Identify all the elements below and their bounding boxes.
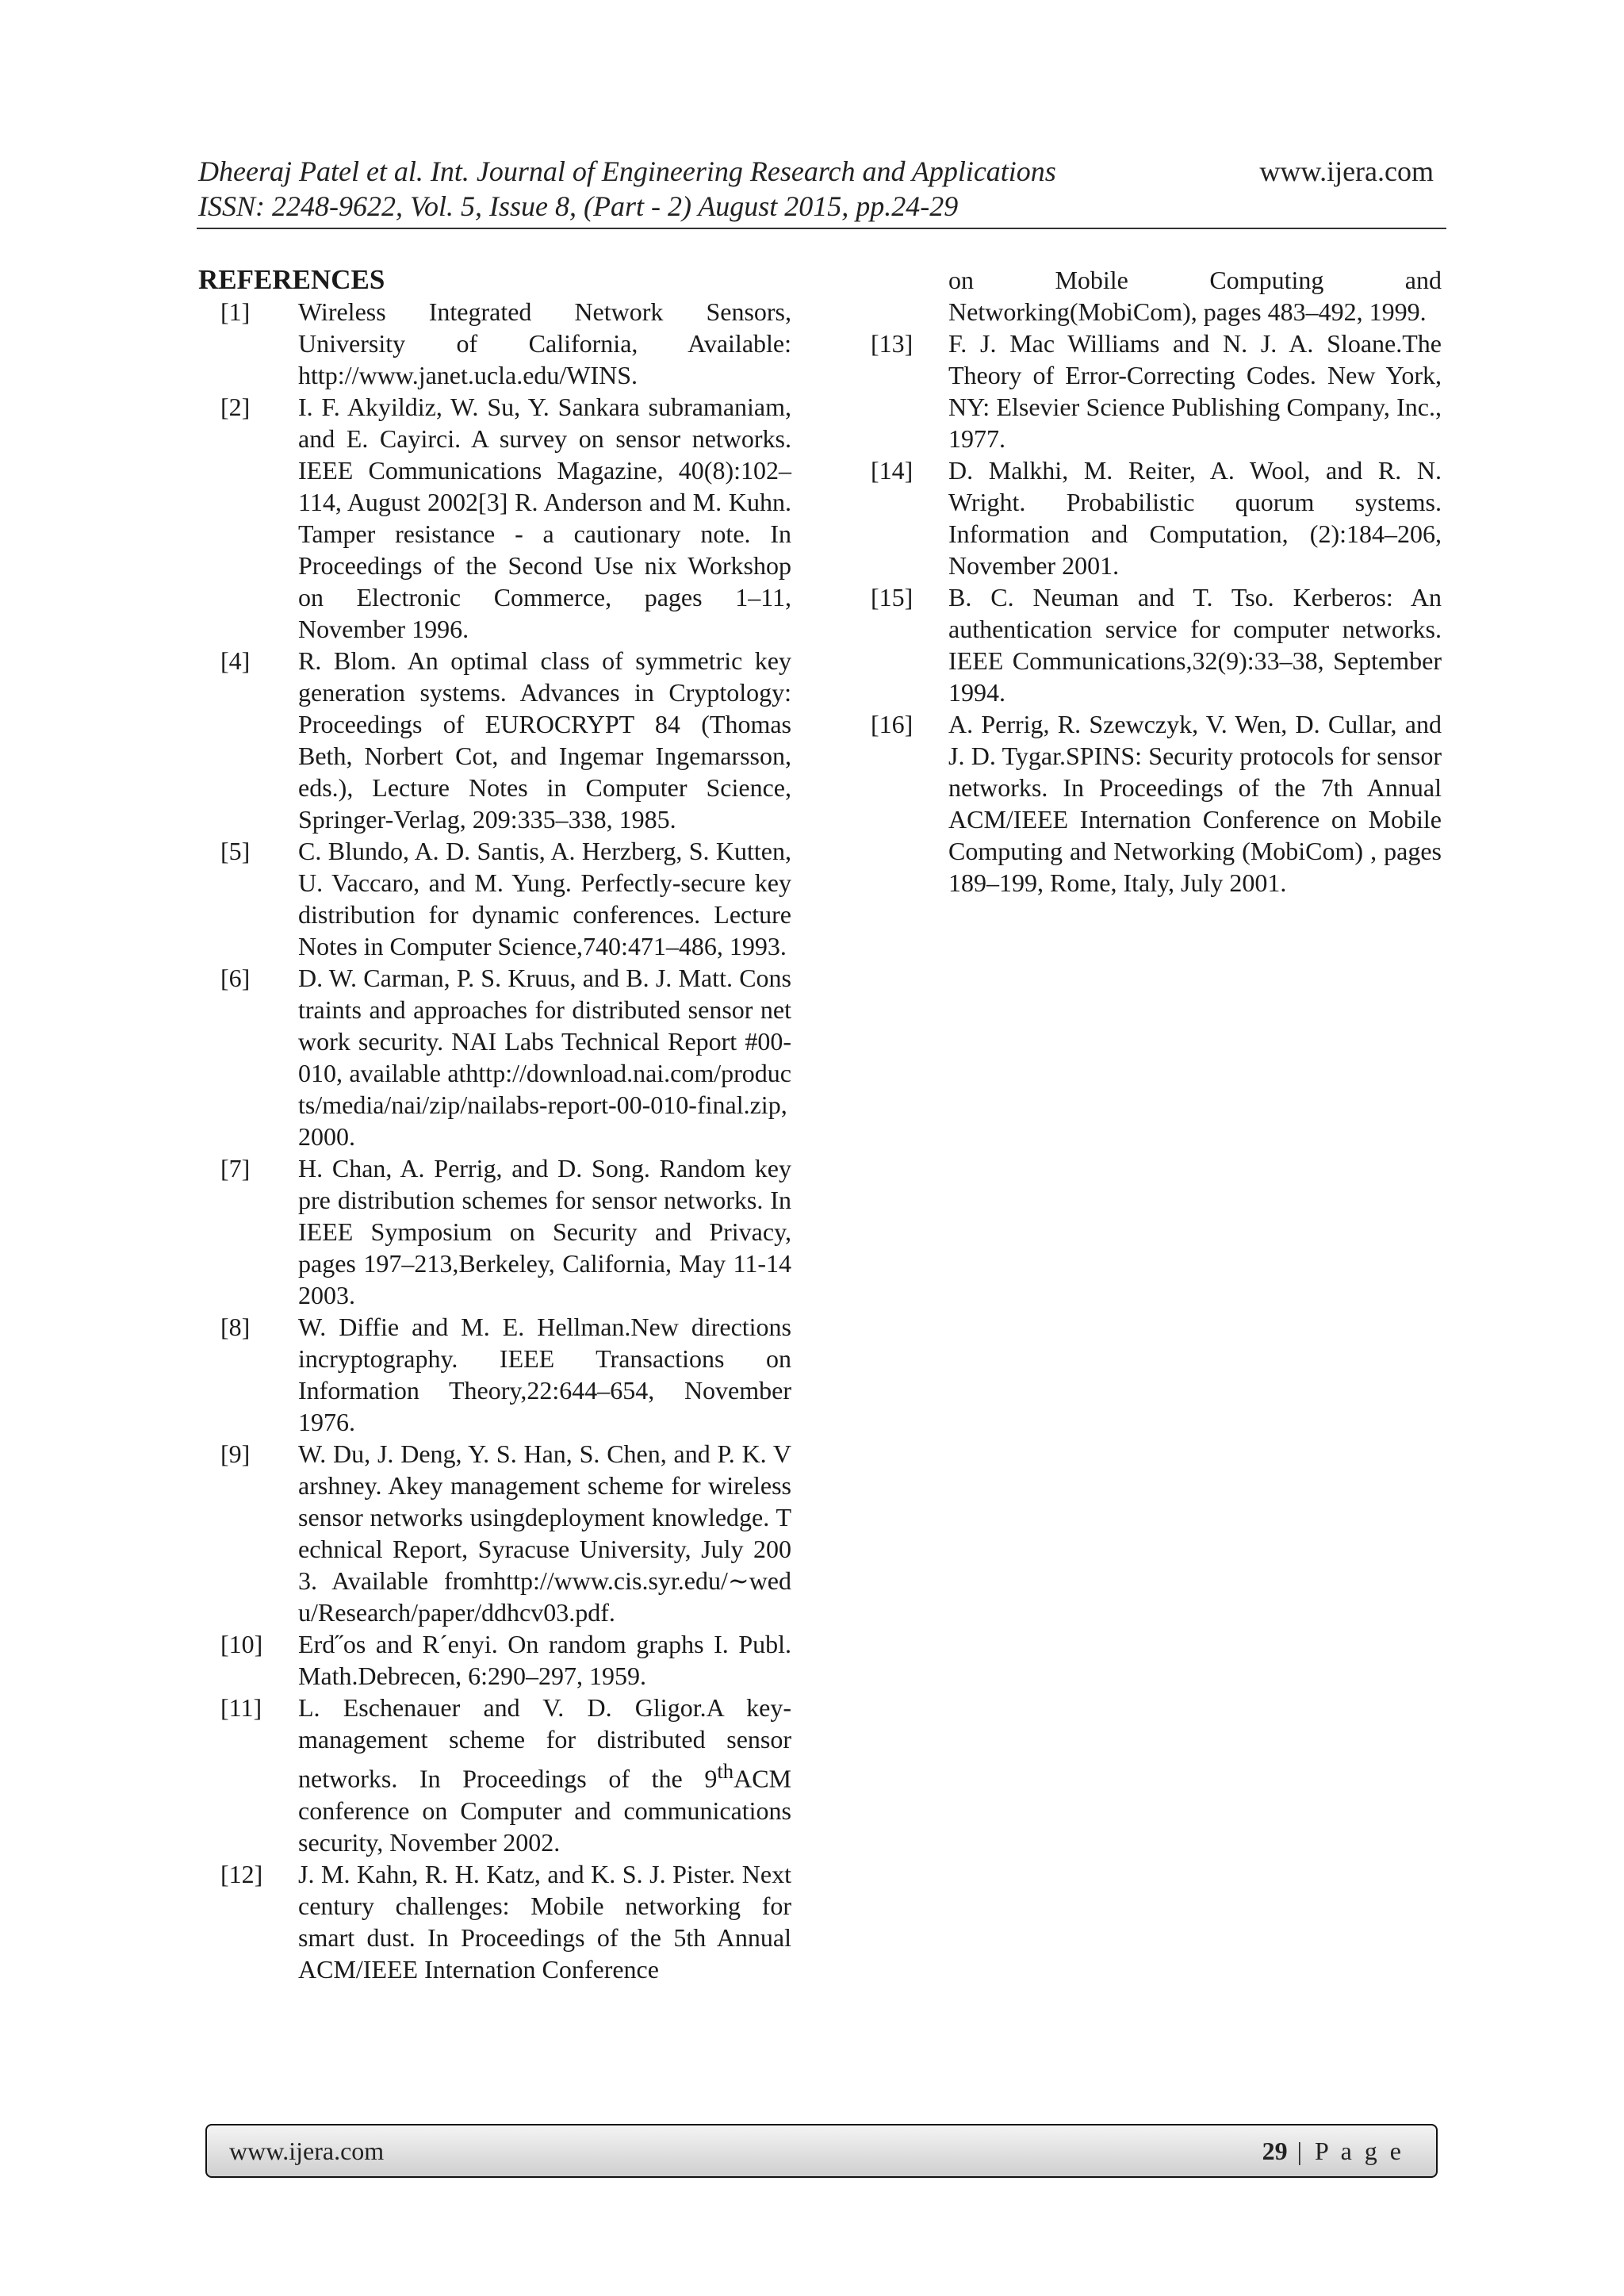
reference-number: [16]	[871, 710, 914, 738]
reference-text: D. W. Carman, P. S. Kruus, and B. J. Matt. Constraints and approaches for distributed sensor network security. NAI Labs Technical Report #00-010, available athttp://download.nai.com/products/media/nai/zip/nailabs-report-00-010-final.zip,2000.	[298, 964, 791, 1151]
reference-text: H. Chan, A. Perrig, and D. Song. Random key pre distribution schemes for sensor networks. In IEEE Symposium on Security and Privacy, pages 197–213,Berkeley, California, May 11-14 2003.	[298, 1154, 791, 1309]
reference-item	[198, 1628, 791, 1692]
reference-text-part: ACM conference on Computer and communications security, November 2002.	[298, 1764, 791, 1857]
footer-site-link[interactable]: www.ijera.com	[229, 2137, 385, 2165]
reference-text: I. F. Akyildiz, W. Su, Y. Sankara subramaniam, and E. Cayirci. A survey on sensor networks. IEEE Communications Magazine, 40(8):102–114, August 2002[3] R. Anderson and M. Kuhn. Tamper resistance - a cautionary note. In Proceedings of the Second Use nix Workshop on Electronic Commerce, pages 1–11, November 1996.	[298, 393, 791, 643]
header-divider	[197, 228, 1446, 229]
reference-text: J. M. Kahn, R. H. Katz, and K. S. J. Pister. Next century challenges: Mobile networking for smart dust. In Proceedings of the 5th Annual ACM/IEEE Internation Conference	[298, 1859, 791, 1984]
references-column-left	[198, 264, 791, 1985]
reference-item	[198, 391, 791, 645]
reference-text: W. Diffie and M. E. Hellman.New directions incryptography. IEEE Transactions on Information Theory,22:644–654, November 1976.	[298, 1313, 791, 1436]
reference-number: [9]	[220, 1439, 251, 1468]
reference-text: W. Du, J. Deng, Y. S. Han, S. Chen, and P. K. Varshney. Akey management scheme for wireless sensor networks usingdeployment knowledge. Technical Report, Syracuse University, July 2003. Available fromhttp://www.cis.syr.edu/∼wedu/Research/paper/ddhcv03.pdf.	[298, 1439, 791, 1627]
reference-text: C. Blundo, A. D. Santis, A. Herzberg, S. Kutten, U. Vaccaro, and M. Yung. Perfectly-secure key distribution for dynamic conferences. Lecture Notes in Computer Science,740:471–486, 1993.	[298, 837, 791, 960]
reference-text-part: L. Eschenauer and V. D. Gligor.A key-management scheme for distributed sensor networks. In Proceedings of the 9	[298, 1693, 791, 1793]
reference-text: Erd˝os and R´enyi. On random graphs I. Publ. Math.Debrecen, 6:290–297, 1959.	[298, 1630, 791, 1690]
journal-citation-line: Dheeraj Patel et al. Int. Journal of Engineering Research and Applications	[198, 155, 1056, 187]
reference-number: [6]	[220, 964, 251, 992]
page-label: | P a g e	[1287, 2137, 1404, 2165]
reference-number: [13]	[871, 329, 914, 358]
reference-number: [2]	[220, 393, 251, 421]
reference-number: [11]	[220, 1693, 262, 1722]
reference-text: D. Malkhi, M. Reiter, A. Wool, and R. N. Wright. Probabilistic quorum systems. Information and Computation, (2):184–206, November 2001.	[948, 456, 1442, 580]
page-indicator	[1262, 2137, 1404, 2166]
reference-item	[198, 1438, 791, 1628]
reference-text	[298, 1692, 791, 1858]
reference-item	[841, 708, 1442, 899]
reference-text: B. C. Neuman and T. Tso. Kerberos: An authentication service for computer networks. IEEE Communications,32(9):33–38, September 1994.	[948, 583, 1442, 707]
reference-number: [8]	[220, 1313, 251, 1341]
page-number: 29	[1262, 2137, 1288, 2165]
reference-item	[198, 835, 791, 962]
reference-number: [5]	[220, 837, 251, 865]
reference-item	[198, 296, 791, 391]
reference-text: R. Blom. An optimal class of symmetric key generation systems. Advances in Cryptology: Proceedings of EUROCRYPT 84 (Thomas Beth, Norbert Cot, and Ingemar Ingemarsson, eds.), Lecture Notes in Computer Science, Springer-Verlag, 209:335–338, 1985.	[298, 646, 791, 834]
reference-item	[198, 962, 791, 1152]
reference-item	[841, 581, 1442, 708]
page-footer	[205, 2124, 1438, 2178]
reference-continuation: on Mobile Computing and Networking(MobiCom), pages 483–492, 1999.	[948, 266, 1442, 326]
reference-number: [1]	[220, 297, 251, 326]
reference-number: [7]	[220, 1154, 251, 1182]
reference-number: [14]	[871, 456, 914, 485]
reference-item	[841, 454, 1442, 581]
header-site-link[interactable]: www.ijera.com	[1259, 155, 1434, 187]
reference-text: Wireless Integrated Network Sensors, University of California, Available: http://www.janet.ucla.edu/WINS.	[298, 297, 791, 389]
reference-number: [15]	[871, 583, 914, 611]
superscript-ordinal: th	[717, 1759, 734, 1783]
reference-item	[841, 328, 1442, 454]
references-heading: REFERENCES	[198, 264, 385, 295]
references-column-right	[841, 264, 1442, 899]
reference-number: [12]	[220, 1859, 263, 1888]
reference-item	[198, 1311, 791, 1438]
reference-item	[198, 1692, 791, 1858]
reference-number: [4]	[220, 646, 251, 675]
reference-number: [10]	[220, 1630, 263, 1658]
journal-header	[198, 154, 1056, 224]
reference-item	[198, 1152, 791, 1311]
reference-item	[198, 1858, 791, 1985]
reference-text: F. J. Mac Williams and N. J. A. Sloane.The Theory of Error-Correcting Codes. New York, NY: Elsevier Science Publishing Company, Inc., 1977.	[948, 329, 1442, 453]
issn-line: ISSN: 2248-9622, Vol. 5, Issue 8, (Part - 2) August 2015, pp.24-29	[198, 190, 959, 222]
reference-item	[198, 645, 791, 835]
reference-text: A. Perrig, R. Szewczyk, V. Wen, D. Cullar, and J. D. Tygar.SPINS: Security protocols for sensor networks. In Proceedings of the 7th Annual ACM/IEEE Internation Conference on Mobile Computing and Networking (MobiCom) , pages 189–199, Rome, Italy, July 2001.	[948, 710, 1442, 897]
